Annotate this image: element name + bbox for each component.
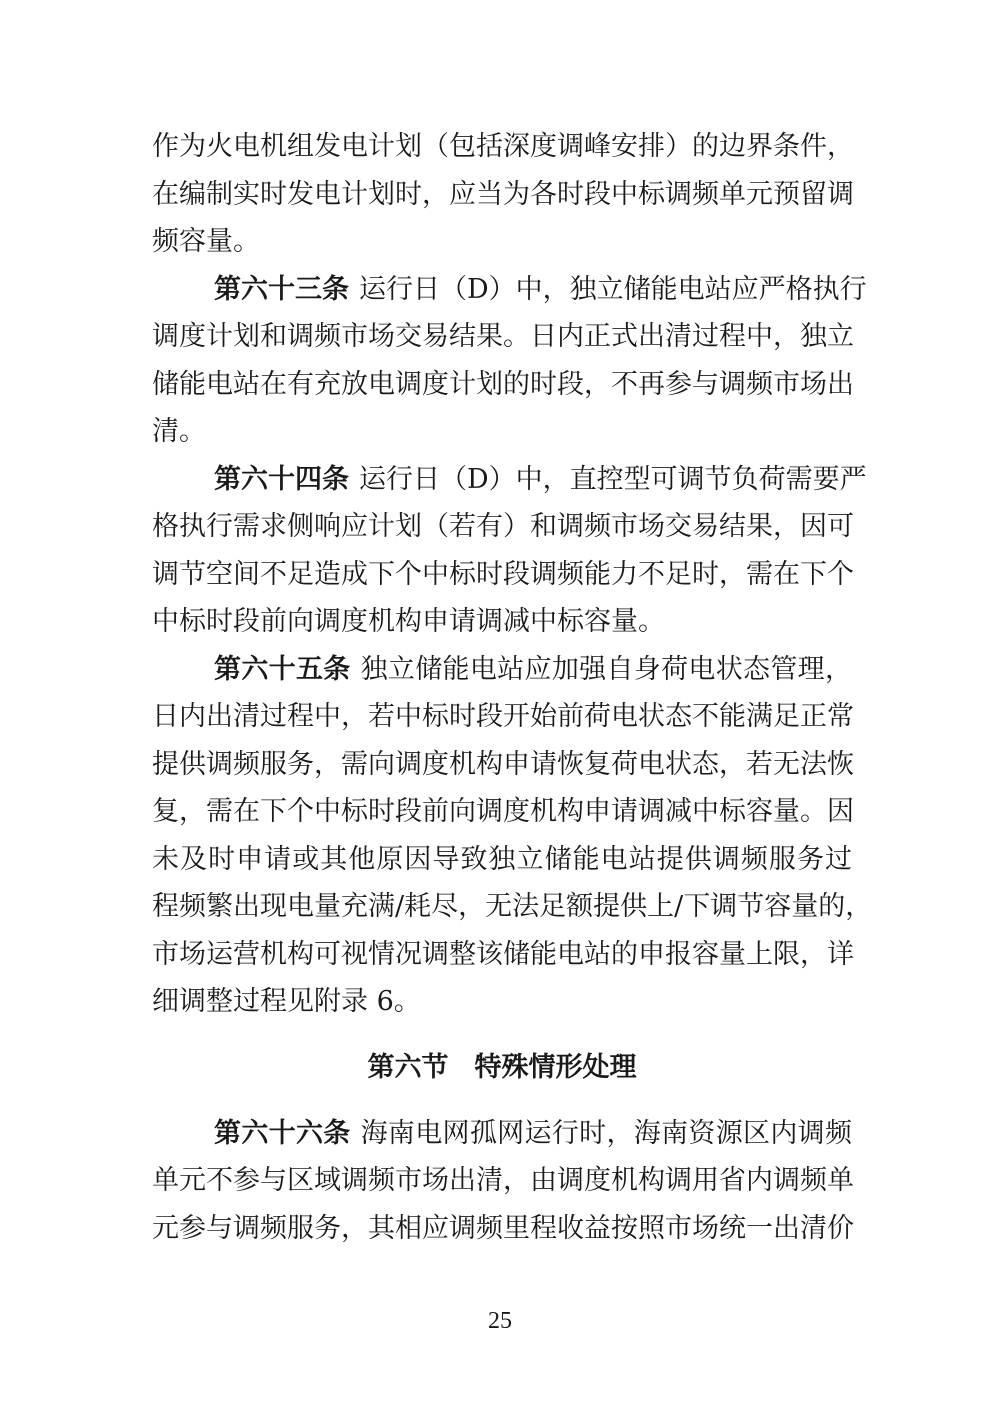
body-text	[152, 123, 873, 1252]
article-66	[152, 1110, 852, 1253]
text-line: 市场运营机构可视情况调整该储能电站的申报容量上限，详	[152, 938, 854, 970]
text-line: 单元不参与区域调频市场出清，由调度机构调用省内调频单	[152, 1165, 854, 1196]
text-line: 未及时申请或其他原因导致独立储能电站提供调频服务过	[152, 843, 852, 875]
paragraph-continued	[152, 123, 852, 266]
article-label: 第六十四条	[214, 463, 349, 495]
text-line: 中标时段前向调度机构申请调减中标容量。	[152, 606, 665, 637]
article-first-line	[152, 1110, 852, 1158]
text-line: 独立储能电站应加强自身荷电状态管理，	[360, 653, 853, 685]
text-line: 在编制实时发电计划时，应当为各时段中标调频单元预留调	[152, 178, 854, 210]
page-number: 25	[488, 1308, 512, 1334]
text-line: 清。	[152, 416, 206, 447]
article-label: 第六十六条	[214, 1117, 351, 1149]
section-title: 特殊情形处理	[474, 1051, 637, 1083]
text-line: 储能电站在有充放电调度计划的时段，不再参与调频市场出	[152, 368, 854, 400]
article-64	[152, 456, 867, 646]
text-line: 复，需在下个中标时段前向调度机构申请调减中标容量。因	[152, 796, 854, 827]
text-line: 调节空间不足造成下个中标时段调频能力不足时，需在下个	[152, 558, 854, 590]
article-65	[152, 646, 873, 1026]
text-line: 作为火电机组发电计划（包括深度调峰安排）的边界条件，	[152, 131, 854, 162]
text-line: 调度计划和调频市场交易结果。日内正式出清过程中，独立	[152, 321, 854, 352]
text-line: 程频繁出现电量充满/耗尽，无法足额提供上/下调节容量的，	[152, 891, 873, 922]
article-label: 第六十三条	[214, 273, 349, 305]
text-line: 频容量。	[152, 226, 260, 257]
article-first-line	[152, 456, 867, 504]
text-line: 海南电网孤网运行时，海南资源区内调频	[360, 1117, 853, 1149]
article-first-line	[152, 266, 867, 314]
article-63	[152, 266, 867, 456]
section-number: 第六节	[367, 1051, 449, 1083]
text-line: 日内出清过程中，若中标时段开始前荷电状态不能满足正常	[152, 701, 854, 732]
article-label: 第六十五条	[214, 653, 351, 685]
text-line: 元参与调频服务，其相应调频里程收益按照市场统一出清价	[152, 1212, 854, 1244]
text-line: 运行日（D）中，独立储能电站应严格执行	[359, 273, 867, 305]
section-heading	[152, 1026, 852, 1110]
text-line: 细调整过程见附录 6。	[152, 986, 421, 1017]
text-line: 提供调频服务，需向调度机构申请恢复荷电状态，若无法恢	[152, 748, 854, 780]
text-line: 运行日（D）中，直控型可调节负荷需要严	[359, 463, 867, 495]
text-line: 格执行需求侧响应计划（若有）和调频市场交易结果，因可	[152, 511, 854, 542]
article-first-line	[152, 646, 852, 694]
